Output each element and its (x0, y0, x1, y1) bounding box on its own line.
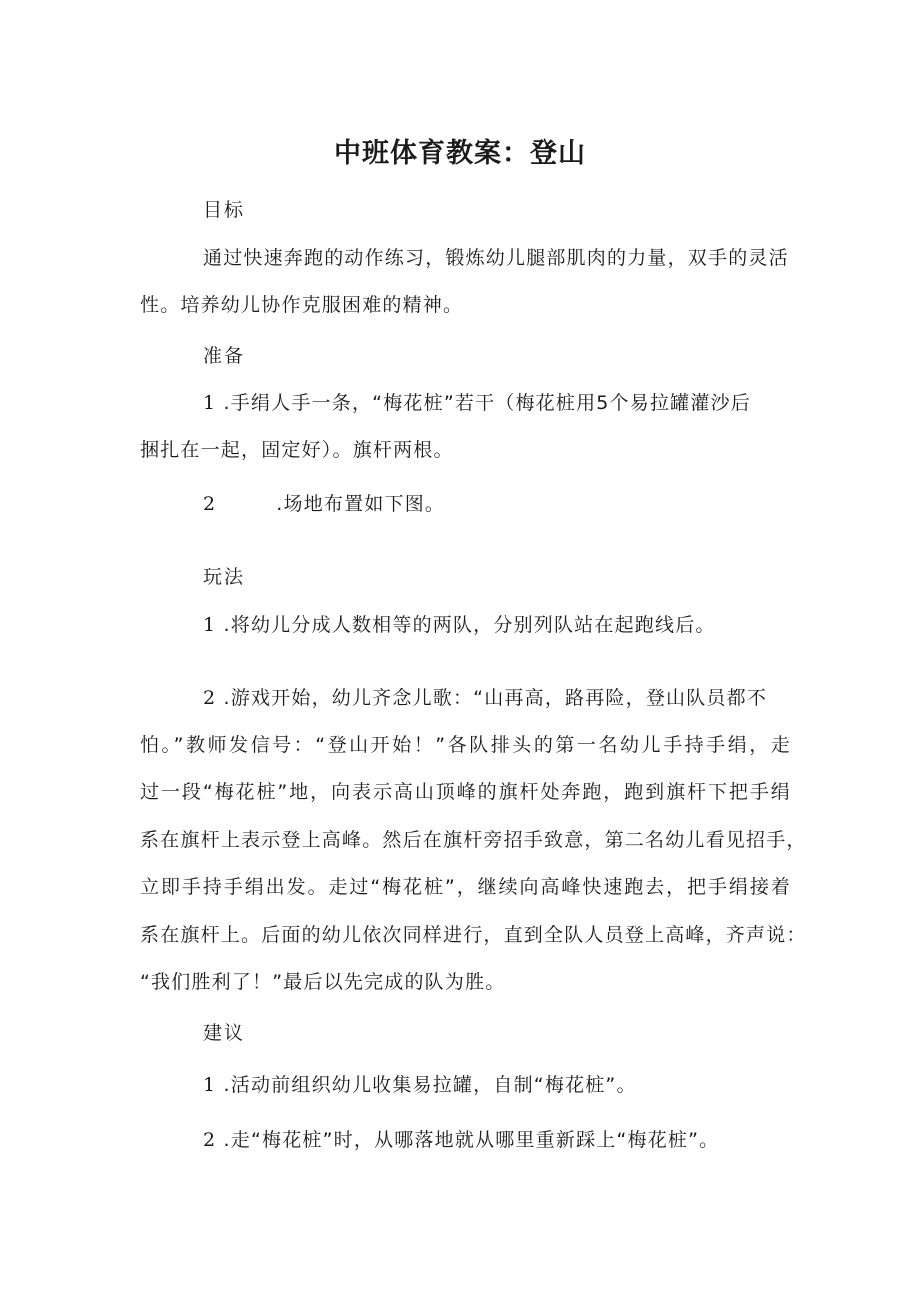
play-item-2-number: 2 (203, 687, 217, 709)
advice-item-1-text: .活动前组织幼儿收集易拉罐，自制“梅花桩”。 (223, 1074, 637, 1096)
play-item-2-text: .游戏开始，幼儿齐念儿歌：“山再高，路再险，登山队员都不 (223, 687, 768, 709)
advice-item-2-number: 2 (203, 1129, 217, 1151)
prep-item-2 (203, 488, 445, 520)
play-item-1 (203, 609, 716, 641)
advice-item-1-number: 1 (203, 1074, 217, 1096)
play-item-1-number: 1 (203, 614, 217, 636)
goal-heading: 目标 (203, 199, 246, 221)
play-item-2-line-6: 系在旗杆上。后面的幼儿依次同样进行，直到全队人员登上高峰，齐声说： (140, 924, 807, 946)
play-item-2-line-5: 立即手持手绢出发。走过“梅花桩”，继续向高峰快速跑去，把手绢接着 (140, 876, 791, 898)
goal-line-1: 通过快速奔跑的动作练习，锻炼幼儿腿部肌肉的力量，双手的灵活 (203, 247, 789, 269)
prep-item-2-text: .场地布置如下图。 (276, 493, 446, 515)
prep-item-1-continued: 捆扎在一起，固定好）。旗杆两根。 (140, 439, 454, 461)
advice-item-2 (203, 1124, 719, 1156)
play-item-2 (203, 682, 767, 714)
prep-heading: 准备 (203, 345, 246, 367)
prep-item-2-number: 2 (203, 493, 217, 515)
play-item-2-line-2: 怕。”教师发信号：“登山开始！”各队排头的第一名幼儿手持手绢，走 (140, 734, 791, 756)
play-heading: 玩法 (203, 566, 246, 588)
document-title: 中班体育教案：登山 (334, 138, 586, 169)
prep-item-1 (203, 387, 751, 419)
play-item-2-line-3: 过一段“梅花桩”地，向表示高山顶峰的旗杆处奔跑，跑到旗杆下把手绢 (140, 781, 791, 803)
advice-item-2-text: .走“梅花桩”时，从哪落地就从哪里重新踩上“梅花桩”。 (223, 1129, 720, 1151)
play-item-2-line-7: “我们胜利了！”最后以先完成的队为胜。 (140, 971, 506, 993)
play-item-2-line-4: 系在旗杆上表示登上高峰。然后在旗杆旁招手致意，第二名幼儿看见招手， (140, 829, 807, 851)
prep-item-1-number: 1 (203, 392, 217, 414)
play-item-1-text: .将幼儿分成人数相等的两队，分别列队站在起跑线后。 (223, 614, 716, 636)
advice-heading: 建议 (203, 1022, 246, 1044)
prep-item-1-text: .手绢人手一条，“梅花桩”若干（梅花桩用5个易拉罐灌沙后 (223, 392, 751, 414)
goal-line-2: 性。培养幼儿协作克服困难的精神。 (140, 294, 464, 316)
advice-item-1 (203, 1069, 637, 1101)
